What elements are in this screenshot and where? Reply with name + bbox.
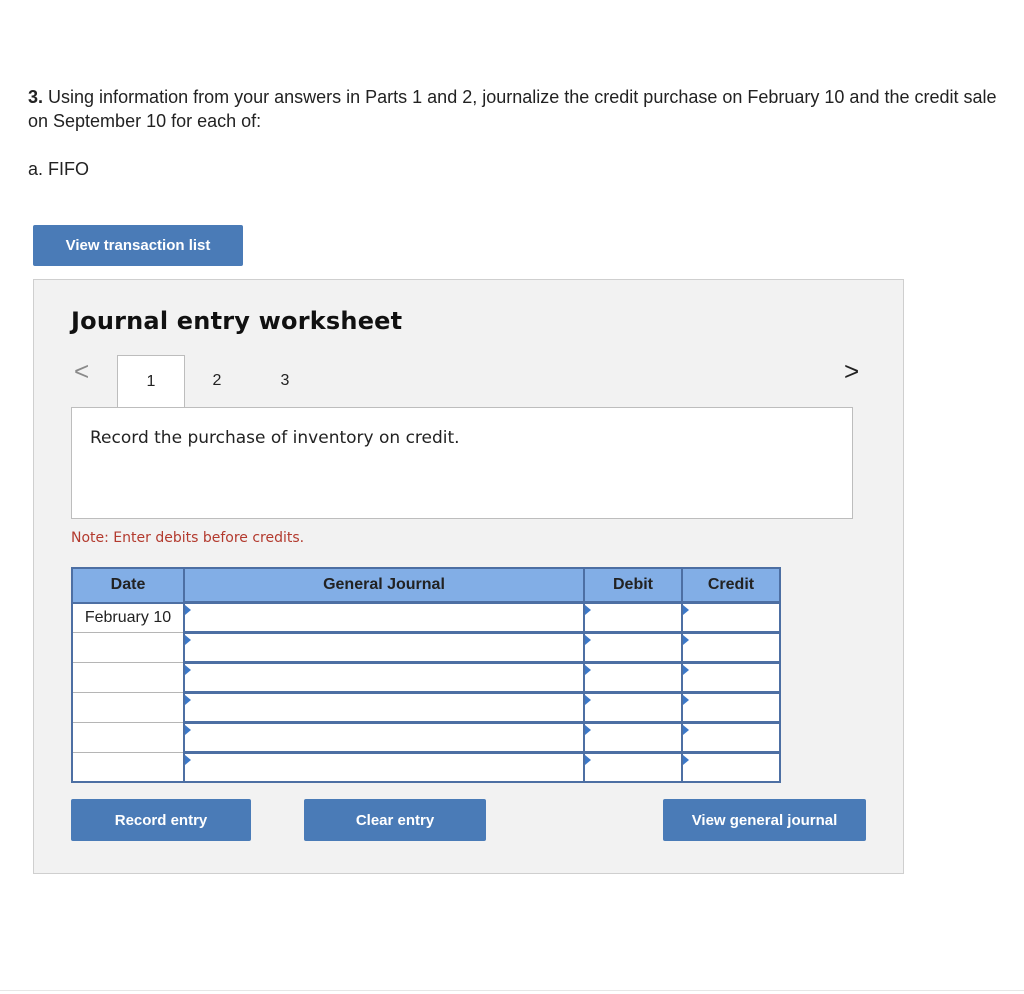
account-input[interactable] [184, 663, 584, 693]
journal-entry-worksheet-panel [33, 279, 904, 874]
account-input[interactable] [184, 633, 584, 663]
date-cell [72, 753, 184, 783]
debit-input[interactable] [584, 633, 682, 663]
journal-header-row [72, 568, 780, 603]
credit-input[interactable] [682, 753, 780, 783]
tab-3[interactable]: 3 [280, 372, 290, 389]
credit-input[interactable] [682, 723, 780, 753]
date-cell [72, 663, 184, 693]
table-row [72, 723, 780, 753]
debit-input[interactable] [584, 663, 682, 693]
instruction-box [71, 407, 853, 519]
table-row [72, 603, 780, 633]
part-letter: a. [28, 159, 44, 179]
debit-column-header: Debit [584, 568, 682, 603]
debit-input[interactable] [584, 603, 682, 633]
worksheet-title: Journal entry worksheet [71, 307, 403, 335]
instruction-text: Record the purchase of inventory on credit. [90, 428, 460, 448]
view-general-journal-button[interactable]: View general journal [663, 799, 866, 841]
credit-input[interactable] [682, 663, 780, 693]
table-row [72, 663, 780, 693]
credit-input[interactable] [682, 633, 780, 663]
question-body: Using information from your answers in Parts 1 and 2, journalize the credit purchase on February 10 and the credit sale on September 10 for each of: [28, 87, 997, 131]
debit-input[interactable] [584, 693, 682, 723]
account-input[interactable] [184, 693, 584, 723]
tab-1[interactable]: 1 [117, 355, 185, 407]
chevron-left-icon[interactable]: < [74, 356, 90, 386]
tab-2[interactable]: 2 [212, 372, 222, 389]
date-cell [72, 723, 184, 753]
debit-input[interactable] [584, 723, 682, 753]
journal-table [71, 567, 781, 783]
account-input[interactable] [184, 603, 584, 633]
chevron-right-icon[interactable]: > [844, 356, 860, 386]
date-cell [72, 693, 184, 723]
debit-input[interactable] [584, 753, 682, 783]
question-number: 3. [28, 87, 44, 107]
clear-entry-button[interactable]: Clear entry [304, 799, 486, 841]
view-transaction-list-button[interactable]: View transaction list [33, 225, 243, 266]
general-journal-column-header: General Journal [184, 568, 584, 603]
date-cell [72, 633, 184, 663]
record-entry-button[interactable]: Record entry [71, 799, 251, 841]
part-method: FIFO [48, 159, 90, 179]
table-row [72, 693, 780, 723]
credit-column-header: Credit [682, 568, 780, 603]
note-text: Note: Enter debits before credits. [71, 530, 305, 546]
date-cell: February 10 [72, 603, 184, 633]
date-column-header: Date [72, 568, 184, 603]
bottom-divider [0, 990, 1024, 991]
table-row [72, 753, 780, 783]
account-input[interactable] [184, 753, 584, 783]
question-text [28, 85, 1008, 133]
credit-input[interactable] [682, 603, 780, 633]
account-input[interactable] [184, 723, 584, 753]
part-label [28, 159, 89, 180]
credit-input[interactable] [682, 693, 780, 723]
table-row [72, 633, 780, 663]
